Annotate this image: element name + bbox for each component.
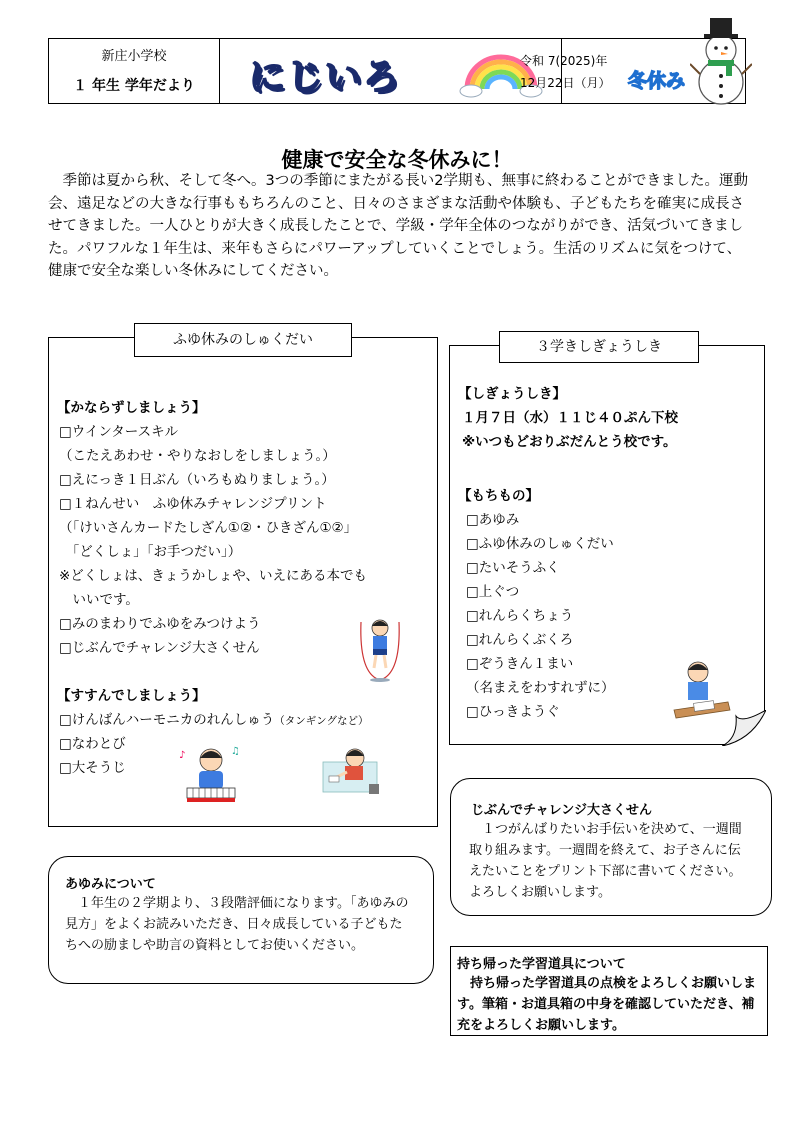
issue-date: 12月22日（月） xyxy=(520,76,611,90)
list-item: （「けいさんカードたしざん①②・ひきざん①②」 xyxy=(59,520,358,536)
intro-paragraph: 季節は夏から秋、そして冬へ。3つの季節にまたがる長い2学期も、無事に終わることができました。運動会、遠足などの大きな行事ももちろんのこと、日々のさまざまな活動や体験も、子どもたちを確実に成長させてきました。一人ひとりが大きく成長したことで、学級・学年全体のつながりができ、活気づいてきました。パワフルな１年生は、来年もさらにパワーアップしていくことでしょう。生活のリズムに気をつけて、健康で安全な楽しい冬休みにしてください。 xyxy=(48,173,748,279)
list-item: □たいそうふく xyxy=(466,560,560,576)
list-item: □大そうじ xyxy=(59,760,126,776)
list-item: □１ねんせい ふゆ休みチャレンジプリント xyxy=(59,496,327,512)
ayumi-heading: あゆみについて xyxy=(65,877,156,892)
items-heading: 【もちもの】 xyxy=(458,488,539,504)
tools-box xyxy=(450,946,768,1036)
ayumi-body: １年生の２学期より、３段階評価になります。「あゆみの見方」をよくお読みいただき、日々成長している子どもたちへの励ましや助言の資料としてお使いください。 xyxy=(65,896,409,953)
list-item: （こたえあわせ・やりなおしをしましょう。） xyxy=(59,448,336,464)
homework-box xyxy=(48,337,438,827)
challenge-heading: じぶんでチャレンジ大さくせん xyxy=(471,803,652,818)
optional-heading: 【すすんでしましょう】 xyxy=(57,688,206,704)
cleaning-kid-icon xyxy=(319,744,385,798)
challenge-box xyxy=(450,778,772,916)
list-item: □えにっき１日ぶん（いろもぬりましょう。） xyxy=(59,472,335,488)
jump-rope-kid-icon xyxy=(357,614,403,684)
harmonica-kid-icon xyxy=(179,742,243,808)
list-item: □ぞうきん１まい xyxy=(466,656,574,672)
list-item-note: （タンギングなど） xyxy=(274,715,369,727)
tools-heading: 持ち帰った学習道具について xyxy=(457,957,626,972)
ceremony-note: ※いつもどおりぶだんとう校です。 xyxy=(462,434,677,450)
ceremony-heading-label: ３学きしぎょうしき xyxy=(499,331,699,363)
list-item-text: □けんばんハーモニカのれんしゅう xyxy=(59,712,275,728)
grade-label: １ 年生 学年だより xyxy=(73,78,195,94)
list-item xyxy=(59,708,368,728)
snowman-icon xyxy=(690,14,752,106)
list-item: □じぶんでチャレンジ大さくせん xyxy=(59,640,260,656)
ceremony-date: １月７日（水）１１じ４０ぷん下校 xyxy=(462,410,678,426)
list-item: いいです。 xyxy=(59,592,139,608)
page-title: 健康で安全な冬休みに！ xyxy=(281,148,513,172)
school-name: 新庄小学校 xyxy=(101,49,167,64)
list-item: 「どくしょ」「お手つだい」） xyxy=(59,544,242,560)
must-heading: 【かならずしましょう】 xyxy=(57,400,206,416)
list-item: □みのまわりでふゆをみつけよう xyxy=(59,616,261,632)
newsletter-title: にじいろ xyxy=(249,57,402,98)
list-item: （名まえをわすれずに） xyxy=(466,680,615,696)
svg-text:♫: ♫ xyxy=(231,746,240,757)
list-item: □なわとび xyxy=(59,736,126,752)
list-item: □れんらくぶくろ xyxy=(466,632,574,648)
list-item: □ふゆ休みのしゅくだい xyxy=(466,536,614,552)
ayumi-box xyxy=(48,856,434,984)
list-item: □れんらくちょう xyxy=(466,608,574,624)
list-item: □あゆみ xyxy=(466,512,520,528)
school-cell xyxy=(49,39,220,103)
title-cell xyxy=(219,39,562,103)
issue-year: 令和 7(2025)年 xyxy=(520,54,608,68)
list-item: ※どくしょは、きょうかしょや、いえにある本でも xyxy=(59,568,368,584)
list-item: □ひっきようぐ xyxy=(466,704,560,720)
challenge-body: １つがんばりたいお手伝いを決めて、一週間取り組みます。一週間を終えて、お子さんに伝えたいことをプリント下部に書いてください。よろしくお願いします。 xyxy=(469,822,742,900)
winter-break-label: 冬休み xyxy=(628,70,686,92)
list-item: □ウインタースキル xyxy=(59,424,178,440)
ceremony-heading: 【しぎょうしき】 xyxy=(458,386,566,402)
ceremony-box xyxy=(449,345,765,745)
page-curl-icon xyxy=(722,710,766,746)
svg-text:♪: ♪ xyxy=(179,750,186,761)
homework-heading: ふゆ休みのしゅくだい xyxy=(134,323,352,357)
tools-body: 持ち帰った学習道具の点検をよろしくお願いします。筆箱・お道具箱の中身を確認していただき、補充をよろしくお願いします。 xyxy=(457,976,757,1033)
list-item: □上ぐつ xyxy=(466,584,520,600)
